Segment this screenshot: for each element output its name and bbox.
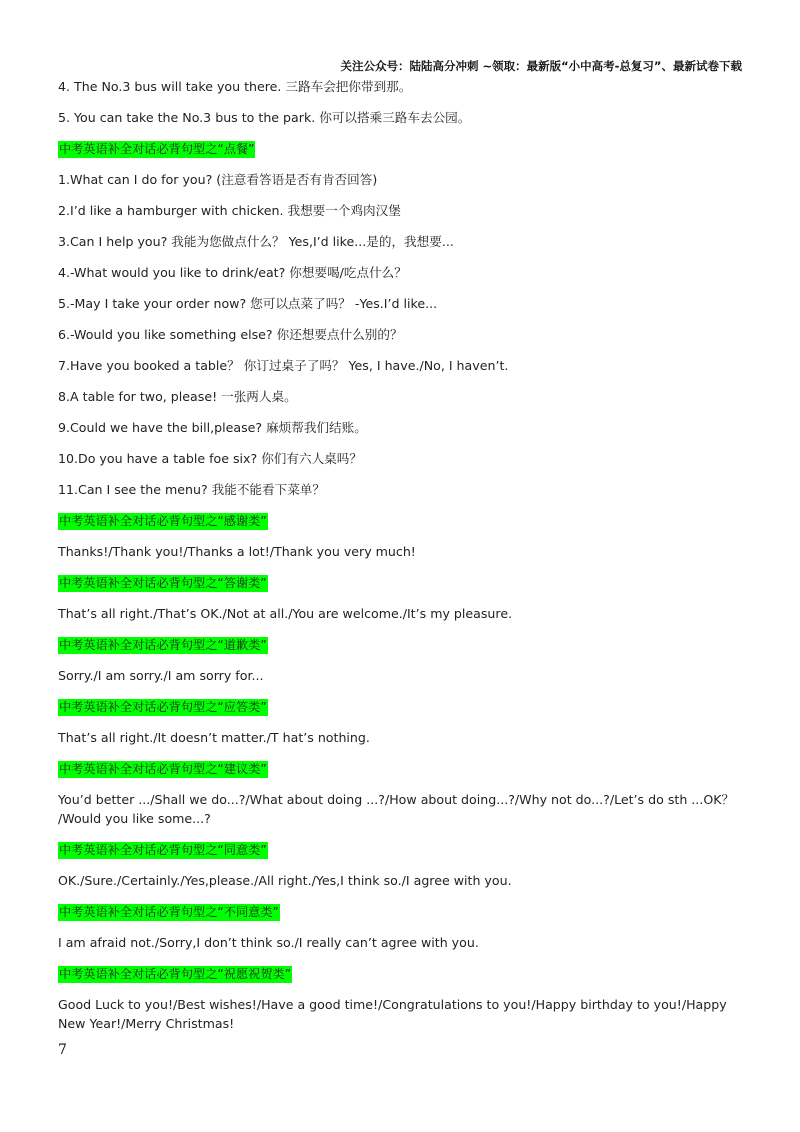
- document-body: [58, 77, 748, 1045]
- text-line: 6.-Would you like something else? 你还想要点什么别的？: [58, 327, 403, 342]
- text-line: 4. The No.3 bus will take you there. 三路车会把你带到那。: [58, 79, 412, 94]
- text-line: 5.-May I take your order now? 您可以点菜了吗？ -Yes.I’d like...: [58, 296, 438, 311]
- text-line: OK./Sure./Certainly./Yes,please./All right./Yes,I think so./I agree with you.: [58, 873, 512, 888]
- section-heading: [58, 139, 748, 158]
- text-line: I am afraid not./Sorry,I don’t think so./I really can’t agree with you.: [58, 935, 479, 950]
- text-line: 11.Can I see the menu? 我能不能看下菜单？: [58, 482, 325, 497]
- highlighted-heading: 中考英语补全对话必背句型之“感谢类”: [59, 514, 267, 528]
- text-line: That’s all right./It doesn’t matter./T hat’s nothing.: [58, 730, 370, 745]
- text-line: Thanks!/Thank you!/Thanks a lot!/Thank you very much!: [58, 544, 416, 559]
- text-line: 4.-What would you like to drink/eat? 你想要喝/吃点什么？: [58, 265, 407, 280]
- section-heading: [58, 840, 748, 859]
- section-heading: [58, 573, 748, 592]
- highlighted-heading: 中考英语补全对话必背句型之“同意类”: [59, 843, 267, 857]
- highlighted-heading: 中考英语补全对话必背句型之“答谢类”: [59, 576, 267, 590]
- section-heading: [58, 759, 748, 778]
- text-line: 1.What can I do for you? (注意看答语是否有肯否回答): [58, 172, 378, 187]
- highlighted-heading: 中考英语补全对话必背句型之“不同意类”: [59, 905, 279, 919]
- text-line: 7.Have you booked a table？ 你订过桌子了吗？ Yes, I have./No, I haven’t.: [58, 358, 509, 373]
- highlighted-heading: 中考英语补全对话必背句型之“点餐”: [59, 142, 255, 156]
- section-heading: [58, 511, 748, 530]
- section-heading: [58, 902, 748, 921]
- text-line: 2.I’d like a hamburger with chicken. 我想要一个鸡肉汉堡: [58, 203, 401, 218]
- highlighted-heading: 中考英语补全对话必背句型之“建议类”: [59, 762, 267, 776]
- highlighted-heading: 中考英语补全对话必背句型之“祝愿祝贺类”: [59, 967, 292, 981]
- highlighted-heading: 中考英语补全对话必背句型之“道歉类”: [59, 638, 267, 652]
- page-number: 7: [58, 1042, 67, 1058]
- text-paragraph: Good Luck to you!/Best wishes!/Have a good time!/Congratulations to you!/Happy birthday to you!/Happy New Year!/Merry Christmas!: [58, 997, 727, 1031]
- text-line: That’s all right./That’s OK./Not at all./You are welcome./It’s my pleasure.: [58, 606, 513, 621]
- text-line: 3.Can I help you? 我能为您做点什么？ Yes,I’d like...是的，我想要...: [58, 234, 454, 249]
- text-line: 5. You can take the No.3 bus to the park. 你可以搭乘三路车去公园。: [58, 110, 471, 125]
- text-line: 9.Could we have the bill,please? 麻烦帮我们结账。: [58, 420, 367, 435]
- text-line: 8.A table for two, please! 一张两人桌。: [58, 389, 297, 404]
- text-line: Sorry./I am sorry./I am sorry for...: [58, 668, 264, 683]
- section-heading: [58, 635, 748, 654]
- page-header: 关注公众号：陆陆高分冲刺 ~领取：最新版“小中高考-总复习”、最新试卷下载: [340, 59, 742, 73]
- section-heading: [58, 697, 748, 716]
- text-line: 10.Do you have a table foe six? 你们有六人桌吗？: [58, 451, 362, 466]
- text-paragraph: You’d better .../Shall we do...?/What about doing ...?/How about doing...?/Why not do...?/Let’s do sth ...OK？ /Would you like some...?: [58, 792, 735, 826]
- section-heading: [58, 964, 748, 983]
- highlighted-heading: 中考英语补全对话必背句型之“应答类”: [59, 700, 267, 714]
